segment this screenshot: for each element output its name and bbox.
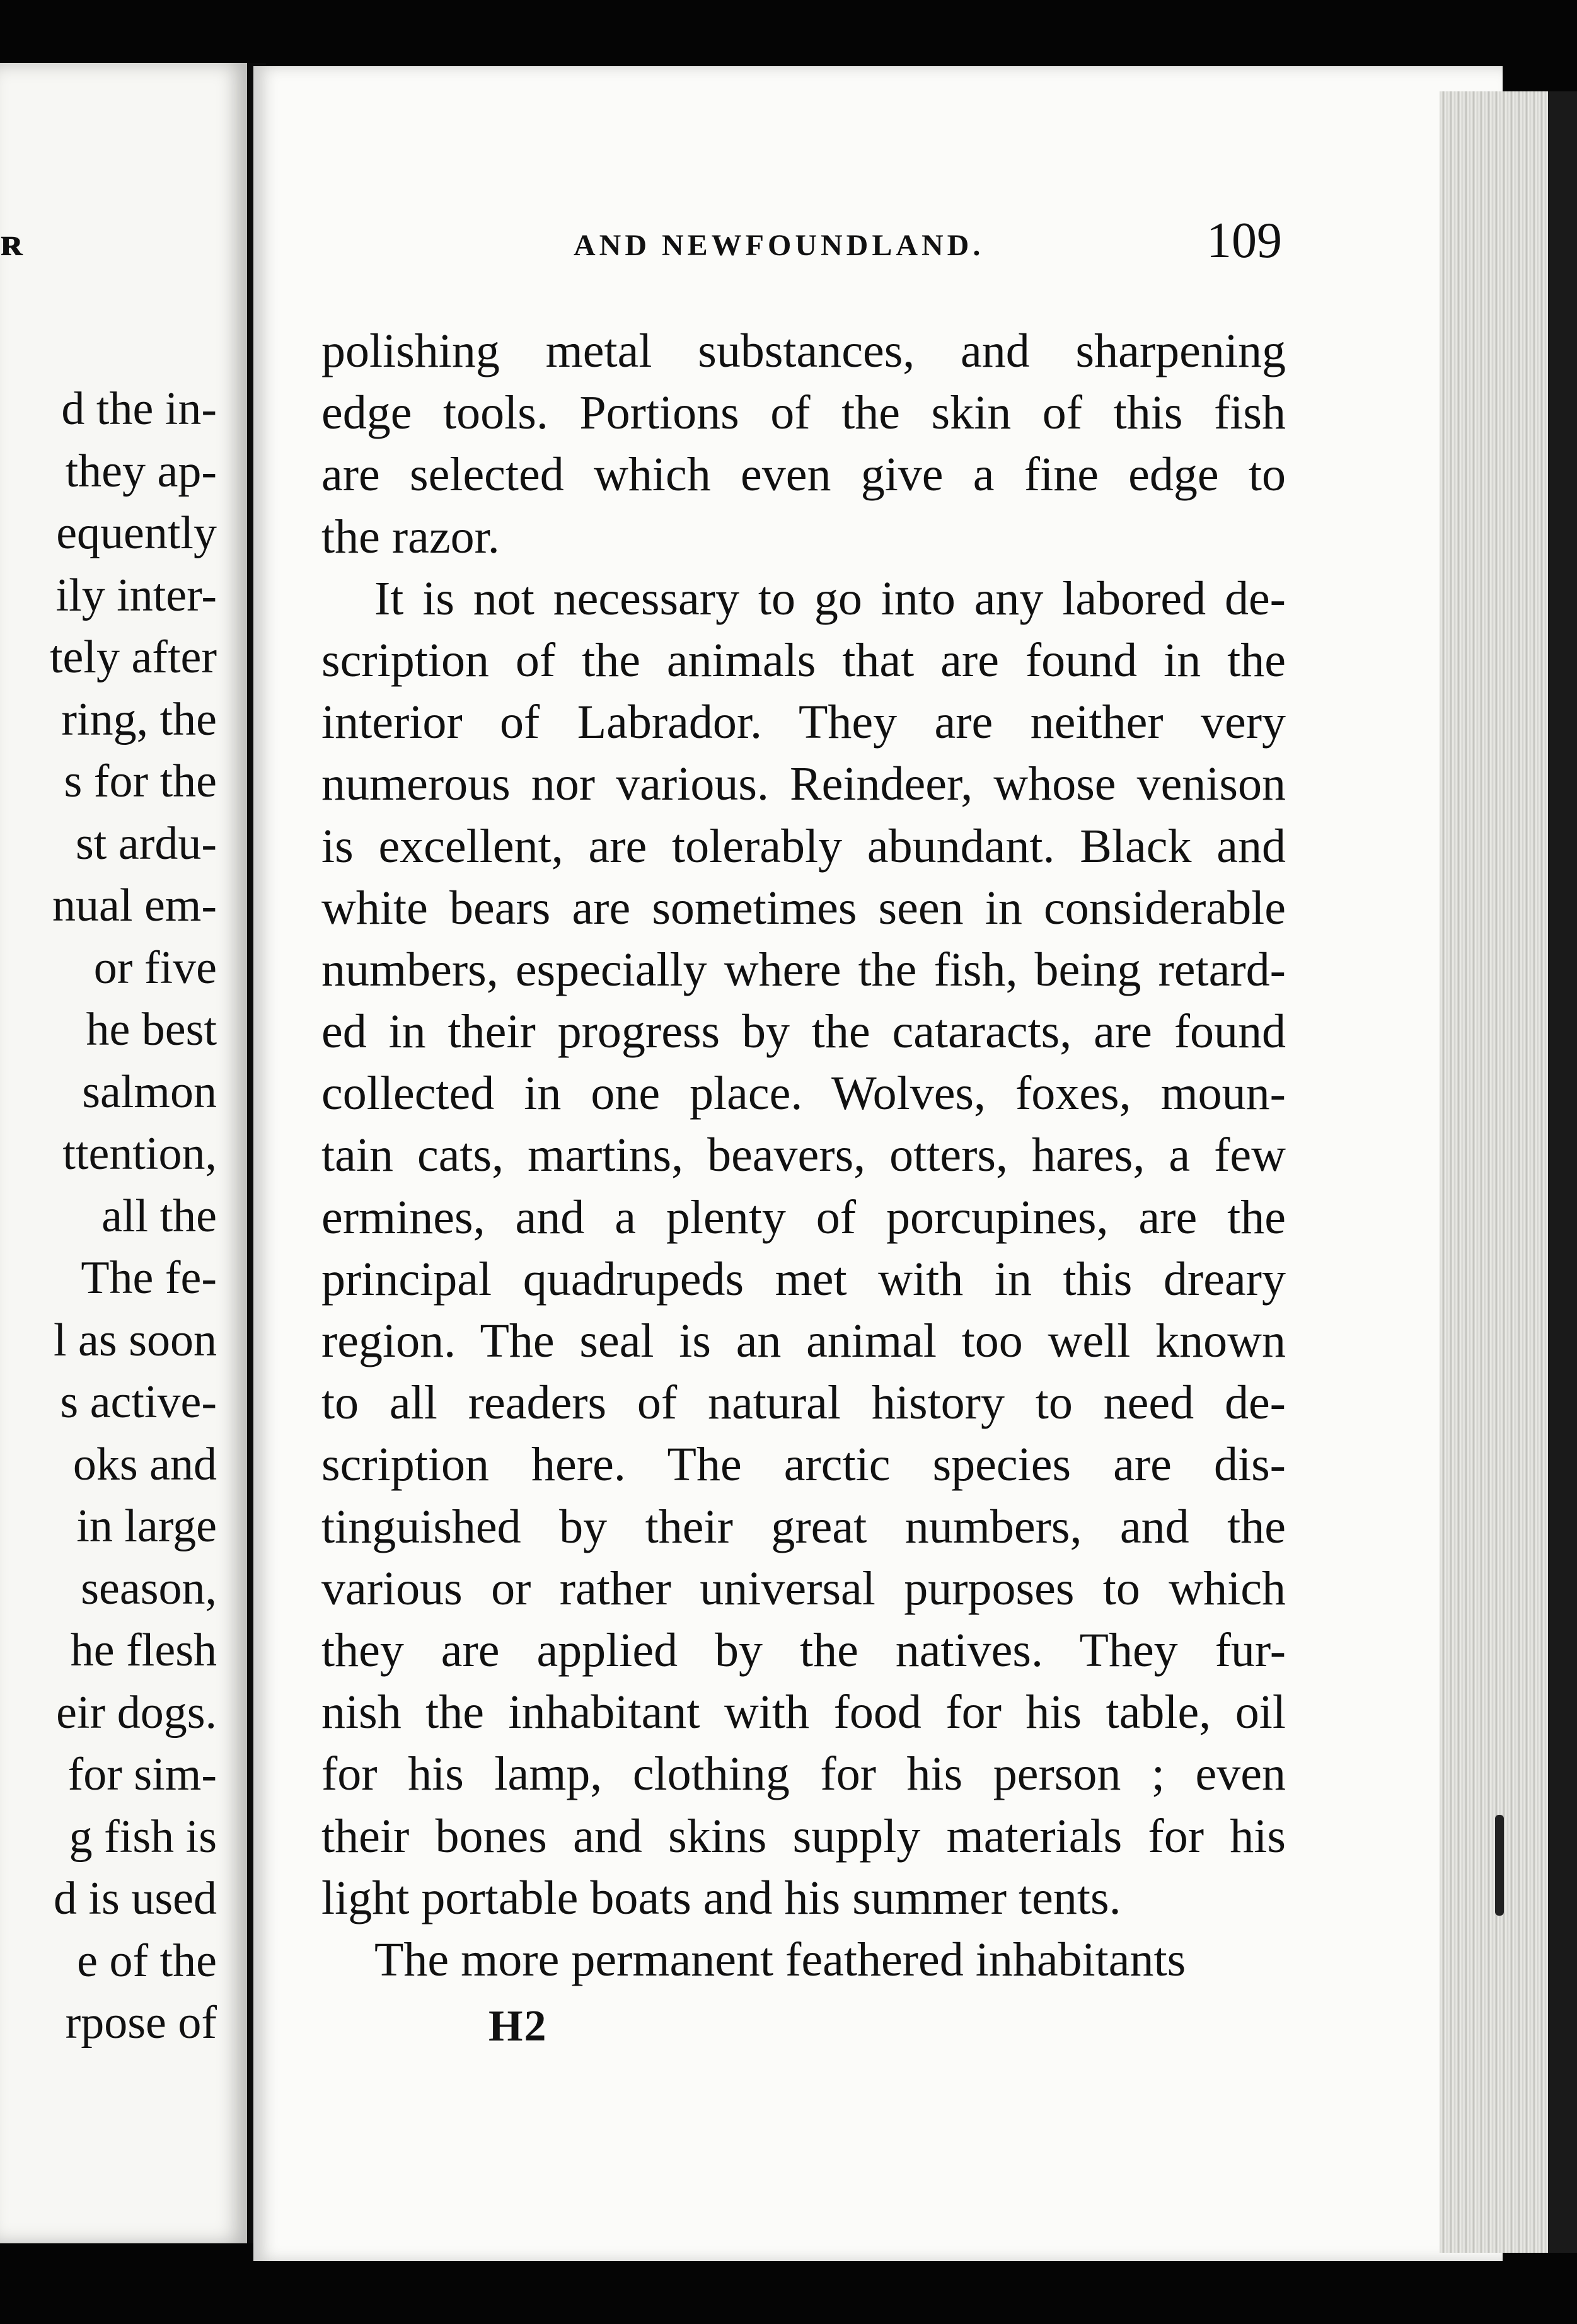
text-line: their bones and skins supply materials for his <box>321 1809 1286 1863</box>
page-edges <box>1440 91 1548 2253</box>
text-line: interior of Labrador. They are neither very <box>321 696 1286 749</box>
left-text-line: d the in- <box>61 383 217 435</box>
left-text-line: The fe- <box>81 1252 217 1304</box>
left-text-line: s active- <box>60 1376 217 1428</box>
text-line: nish the inhabitant with food for his table, oil <box>321 1686 1286 1739</box>
text-line: ermines, and a plenty of porcupines, are the <box>321 1190 1286 1244</box>
left-text-line: in large <box>76 1500 217 1552</box>
text-line: tain cats, martins, beavers, otters, hares, a few <box>321 1129 1286 1182</box>
text-line: principal quadrupeds met with in this dreary <box>321 1252 1286 1306</box>
left-text-line: or five <box>93 941 217 994</box>
left-text-line: g fish is <box>69 1810 217 1863</box>
left-text-line: ttention, <box>62 1128 217 1180</box>
text-line: the razor. <box>321 510 500 563</box>
text-line: they are applied by the natives. They fur- <box>321 1623 1286 1677</box>
text-line: collected in one place. Wolves, foxes, moun- <box>321 1067 1286 1120</box>
left-text-line: ring, the <box>61 693 217 745</box>
signature-mark: H2 <box>488 2002 548 2051</box>
left-text-line: ily inter- <box>55 569 217 621</box>
left-text-line: eir dogs. <box>56 1686 217 1739</box>
left-text-line: s for the <box>64 756 217 807</box>
text-line: numerous nor various. Reindeer, whose venison <box>321 757 1286 811</box>
text-line: scription of the animals that are found in the <box>321 633 1286 687</box>
previous-page <box>0 63 247 2243</box>
book-cover-edge <box>1548 91 1577 2253</box>
left-text-line: e of the <box>77 1935 217 1987</box>
left-running-head-fragment: ʀ <box>0 219 23 264</box>
text-line: polishing metal substances, and sharpening <box>321 325 1286 377</box>
left-text-line: oks and <box>72 1438 217 1490</box>
left-text-line: l as soon <box>54 1314 217 1366</box>
left-text-line: st ardu- <box>76 817 217 870</box>
text-line: is excellent, are tolerably abundant. Black and <box>321 819 1286 873</box>
running-head: AND NEWFOUNDLAND. <box>574 229 985 262</box>
left-text-line: salmon <box>82 1066 217 1118</box>
page-number: 109 <box>1206 213 1282 268</box>
text-line: numbers, especially where the fish, being retard- <box>321 943 1286 996</box>
text-line: edge tools. Portions of the skin of this fish <box>321 386 1286 440</box>
text-line: white bears are sometimes seen in considerable <box>321 881 1286 935</box>
left-text-line: for sim- <box>67 1749 217 1800</box>
left-text-line: tely after <box>50 631 217 683</box>
text-line: are selected which even give a fine edge to <box>321 448 1286 502</box>
left-text-line: he best <box>86 1004 217 1056</box>
text-line: ed in their progress by the cataracts, are found <box>321 1005 1286 1059</box>
left-text-line: nual em- <box>52 880 217 931</box>
page-edge-mark <box>1495 1815 1504 1916</box>
left-text-line: rpose of <box>65 1997 217 2049</box>
text-line: to all readers of natural history to need de- <box>321 1376 1286 1430</box>
text-line: The more permanent feathered inhabitants <box>374 1933 1186 1986</box>
text-line: tinguished by their great numbers, and the <box>321 1500 1286 1553</box>
text-line: light portable boats and his summer tents. <box>321 1871 1121 1924</box>
text-line: scription here. The arctic species are dis- <box>321 1438 1286 1492</box>
body-text <box>321 320 1286 1991</box>
left-text-line: season, <box>81 1562 217 1614</box>
left-text-line: d is used <box>54 1873 217 1924</box>
left-text-line: all the <box>101 1190 217 1242</box>
left-text-line: he flesh <box>70 1625 217 1676</box>
left-text-line: they ap- <box>65 445 217 497</box>
text-line: various or rather universal purposes to which <box>321 1562 1286 1615</box>
text-line: for his lamp, clothing for his person ; even <box>321 1747 1286 1801</box>
text-line: It is not necessary to go into any labored de- <box>374 572 1286 625</box>
left-page-text <box>0 378 217 2054</box>
text-line: region. The seal is an animal too well known <box>321 1314 1286 1367</box>
left-text-line: equently <box>56 507 217 559</box>
